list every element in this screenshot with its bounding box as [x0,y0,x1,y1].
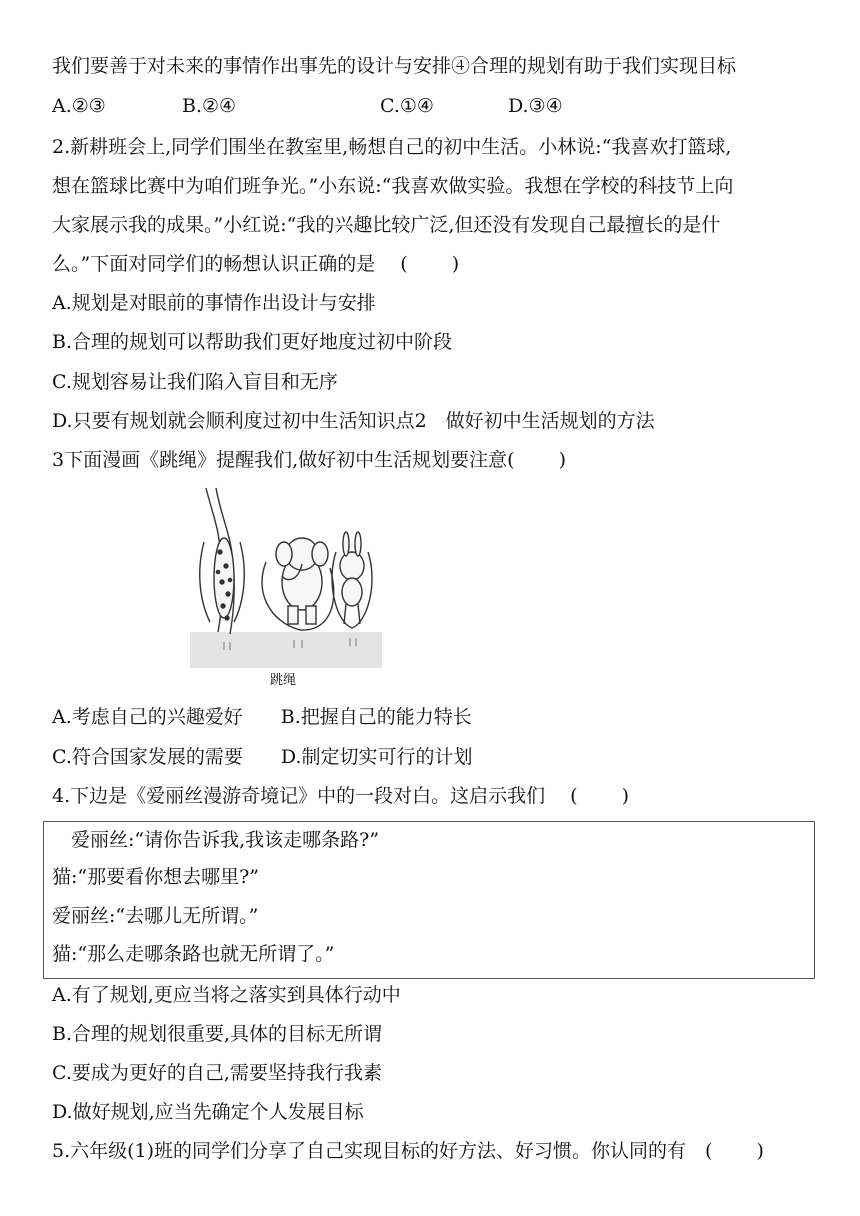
q4-option-a: A.有了规划,更应当将之落实到具体行动中 [52,984,401,1006]
q3-stem: 3下面漫画《跳绳》提醒我们,做好初中生活规划要注意( ) [52,449,566,471]
q1-option-b: B.②④ [182,95,237,117]
q2-option-a: A.规划是对眼前的事情作出设计与安排 [52,292,376,314]
q2-stem-line: 大家展示我的成果。”小红说:“我的兴趣比较广泛,但还没有发现自己最擅长的是什 [52,214,721,236]
q2-stem-line: 2.新耕班会上,同学们围坐在教室里,畅想自己的初中生活。小林说:“我喜欢打篮球, [52,136,732,158]
q4-option-b: B.合理的规划很重要,具体的目标无所谓 [52,1023,383,1045]
q2-option-c: C.规划容易让我们陷入盲目和无序 [52,371,338,393]
q5-stem: 5.六年级(1)班的同学们分享了自己实现目标的好方法、好习惯。你认同的有 ( ) [52,1140,764,1162]
dialog-line: 猫:“那么走哪条路也就无所谓了。” [52,943,335,965]
q1-option-c: C.①④ [380,95,434,117]
q1-option-d: D.③④ [508,95,563,117]
jump-rope-cartoon [190,482,382,668]
figure-caption: 跳绳 [270,673,297,688]
dialog-line: 爱丽丝:“请你告诉我,我该走哪条路?” [52,829,380,851]
q2-stem-line: 想在篮球比赛中为咱们班争光。”小东说:“我喜欢做实验。我想在学校的科技节上向 [52,175,734,197]
q2-option-b: B.合理的规划可以帮助我们更好地度过初中阶段 [52,331,453,353]
q4-stem: 4.下边是《爱丽丝漫游奇境记》中的一段对白。这启示我们 ( ) [52,785,630,807]
dialog-box [43,821,815,979]
q3-options-cd: C.符合国家发展的需要 D.制定切实可行的计划 [52,746,473,768]
q4-option-d: D.做好规划,应当先确定个人发展目标 [52,1101,364,1123]
q3-options-ab: A.考虑自己的兴趣爱好 B.把握自己的能力特长 [52,706,472,728]
dialog-line: 猫:“那要看你想去哪里?” [52,866,260,888]
dialog-line: 爱丽丝:“去哪儿无所谓。” [52,905,259,927]
q4-option-c: C.要成为更好的自己,需要坚持我行我素 [52,1062,382,1084]
q2-option-d: D.只要有规划就会顺利度过初中生活知识点2 做好初中生活规划的方法 [52,410,655,432]
q1-option-a: A.②③ [52,95,106,117]
q2-stem-line: 么。”下面对同学们的畅想认识正确的是 ( ) [52,253,460,275]
q1-stem-tail: 我们要善于对未来的事情作出事先的设计与安排④合理的规划有助于我们实现目标 [52,55,737,77]
